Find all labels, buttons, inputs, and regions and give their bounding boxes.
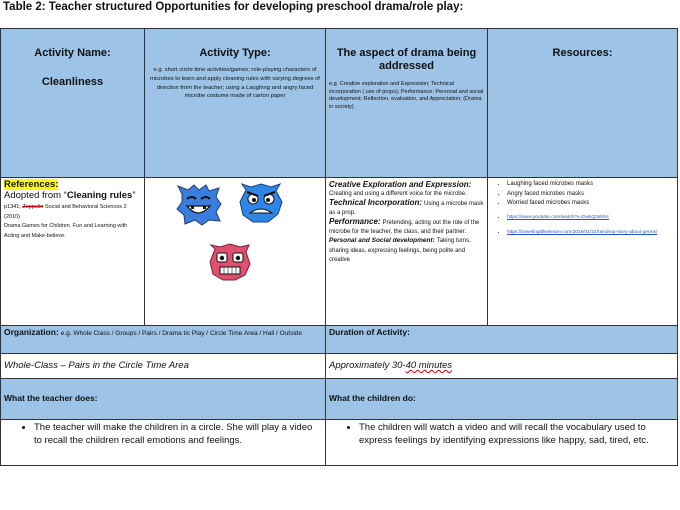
- duration-value: Approximately 30-40 minutes: [329, 360, 453, 371]
- masks-illustration: [148, 180, 322, 300]
- organization-value-cell: [1, 354, 326, 379]
- resources-label: Resources:: [552, 47, 613, 59]
- aspect-description: e.g. Creative exploration and Expression; Technical incorporation ( use of props); Performance; Personal and social development; Reflection, evaluation, and Appreciation; (Drama in society): [329, 81, 484, 110]
- aspect-item: Personal and Social development: Taking turns, sharing ideas, expressing feelings, being polite and creative: [329, 237, 471, 263]
- activity-type-label: Activity Type:: [199, 47, 271, 59]
- organization-row: [1, 326, 678, 354]
- activity-type-description: e.g. short circle time activities/games; role-playing characters of microbes to learn and apply cleaning rules with varying degrees of direction from the teacher; using a Laughing and angry faced microbe costume made of carton paper: [150, 67, 320, 100]
- story-link[interactable]: https://travelingtillwelearn.com/2019/01/22/raindrop-story-about-germs/: [507, 230, 658, 235]
- teacher-cell: [1, 420, 326, 466]
- resources-header-cell: [488, 29, 678, 178]
- duration-cell: [326, 326, 678, 354]
- references-adopted: Adopted from “Cleaning rules”: [4, 190, 136, 201]
- teacher-label: What the teacher does:: [4, 393, 98, 403]
- organization-value-row: [1, 354, 678, 379]
- roles-header-row: [1, 379, 678, 420]
- aspect-label: The aspect of drama being addressed: [336, 47, 477, 72]
- list-item: • The children will watch a video and will recall the vocabulary used to express feelings by identifying expressions like happy, sad, tired, etc.: [359, 422, 674, 447]
- organization-label: Organization:: [4, 327, 59, 337]
- duration-value-cell: [326, 354, 678, 379]
- activity-type-cell: [145, 29, 326, 178]
- table-caption: Table 2: Teacher structured Opportunities for developing preschool drama/role play:: [3, 1, 464, 13]
- resource-item: • Worried faced microbes masks: [507, 199, 674, 209]
- duration-label: Duration of Activity:: [329, 327, 410, 337]
- organization-cell: [1, 326, 326, 354]
- worried-microbe-mask: [208, 242, 252, 282]
- laughing-microbe-mask: [176, 184, 222, 226]
- teacher-list: [4, 422, 322, 447]
- teacher-header-cell: [1, 379, 326, 420]
- organization-options: e.g. Whole Class / Groups / Pairs / Drama tic Play / Circle Time Area / Hall / Outside: [60, 330, 303, 337]
- aspect-item: Performance: Pretending, acting out the role of the microbe for the teacher, the class, and their partner.: [329, 217, 480, 235]
- children-label: What the children do:: [329, 393, 416, 403]
- resources-list: [491, 180, 674, 238]
- list-item: • The teacher will make the children in a circle. She will play a video to recall the children recall emotions and feelings.: [34, 422, 322, 447]
- activity-name-cell: [1, 29, 145, 178]
- aspect-cell: [326, 29, 488, 178]
- activity-name-value: Cleanliness: [41, 76, 104, 88]
- activity-table: [0, 28, 678, 466]
- children-cell: [326, 420, 678, 466]
- resource-item: [507, 228, 674, 238]
- activity-name-label: Activity Name:: [34, 47, 111, 59]
- roles-content-row: [1, 420, 678, 466]
- resource-item: • Laughing faced microbes masks: [507, 180, 674, 190]
- references-label: References:: [4, 179, 59, 190]
- children-header-cell: [326, 379, 678, 420]
- aspects-cell: [326, 178, 488, 326]
- aspect-item: Technical Incorporation: Using a microbe mask as a prop.: [329, 198, 484, 216]
- references-citation: p1341; Zeppelin Social and Behavioral Sciences 2 (2010): [4, 204, 127, 220]
- video-link[interactable]: https://www.youtube.com/watch?v=DwkQ3s5hlc: [507, 214, 609, 220]
- resources-cell: [488, 178, 678, 326]
- resource-item: [507, 213, 674, 223]
- masks-cell: [145, 178, 326, 326]
- children-list: [329, 422, 674, 447]
- organization-value: Whole-Class – Pairs in the Circle Time Area: [4, 360, 189, 371]
- angry-microbe-mask: [238, 182, 284, 224]
- aspect-item: Creative Exploration and Expression: Creating and using a different voice for the microbe.: [329, 180, 472, 197]
- references-note: Drama Games for Children. Fun and Learning with Acting and Make-believe.: [4, 223, 128, 239]
- resource-item: • Angry faced microbes masks: [507, 190, 674, 200]
- header-row: [1, 29, 678, 178]
- references-title: Cleaning rules: [66, 190, 133, 201]
- content-row: [1, 178, 678, 326]
- references-cell: [1, 178, 145, 326]
